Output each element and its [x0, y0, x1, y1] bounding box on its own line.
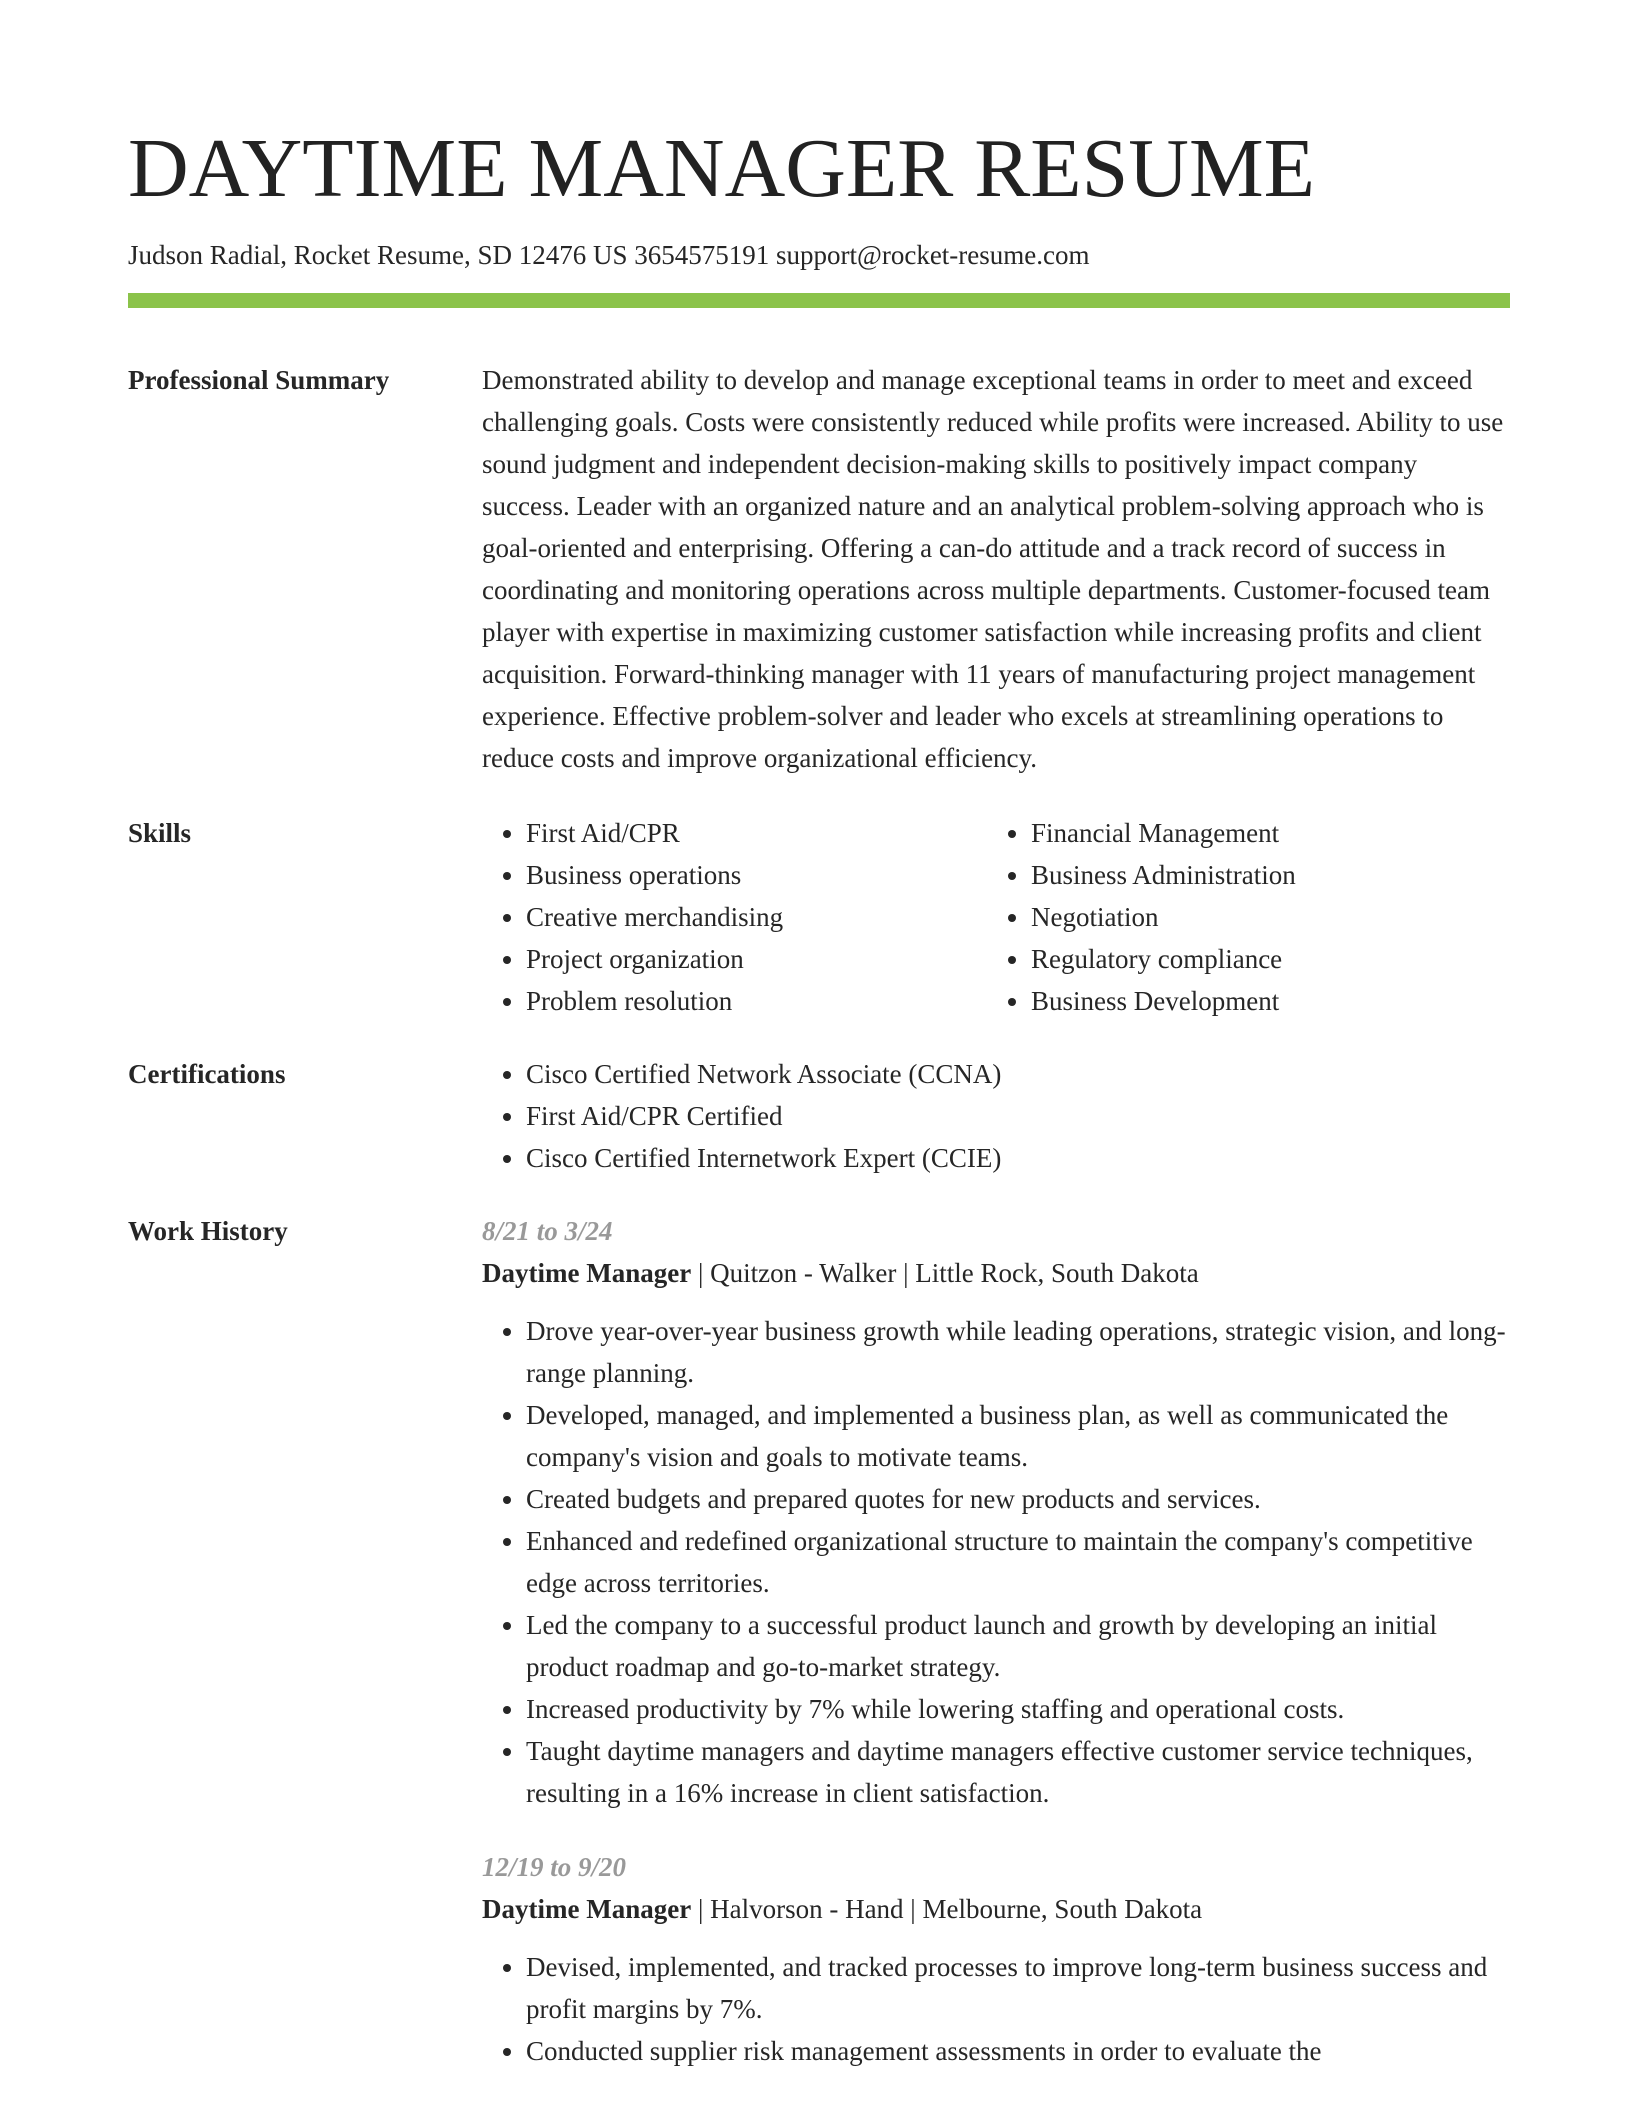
job-dates: 8/21 to 3/24: [482, 1216, 613, 1246]
job-duty-item: • Taught daytime managers and daytime managers effective customer service techniques, resulting in a 16% increase in client satisfaction.: [526, 1730, 1510, 1814]
job-duty-item: • Increased productivity by 7% while lowering staffing and operational costs.: [526, 1688, 1510, 1730]
skill-item: • Negotiation: [1031, 896, 1492, 938]
resume-page: [128, 118, 1510, 2072]
skill-item: • Business operations: [526, 854, 987, 896]
skill-item: • First Aid/CPR: [526, 812, 987, 854]
job-duty-item: • Created budgets and prepared quotes for new products and services.: [526, 1478, 1510, 1520]
job-duty-item: • Conducted supplier risk management assessments in order to evaluate the: [526, 2030, 1510, 2072]
skill-item: • Financial Management: [1031, 812, 1492, 854]
contact-line: Judson Radial, Rocket Resume, SD 12476 US 3654575191 support@rocket-resume.com: [128, 240, 1090, 270]
job-title: Daytime Manager: [482, 1258, 692, 1288]
certification-item: • Cisco Certified Internetwork Expert (CCIE): [526, 1137, 1510, 1179]
job-duty-item: • Devised, implemented, and tracked processes to improve long-term business success and profit margins by 7%.: [526, 1946, 1510, 2030]
skill-item: • Problem resolution: [526, 980, 987, 1022]
certifications-section: [128, 1053, 1510, 1179]
job-duty-item: • Drove year-over-year business growth while leading operations, strategic vision, and long-range planning.: [526, 1310, 1510, 1394]
summary-section: [128, 359, 1510, 779]
work-history-body: [482, 1210, 1510, 2072]
skills-section: [128, 812, 1510, 1022]
job-title: Daytime Manager: [482, 1894, 692, 1924]
job-company-location: | Halvorson - Hand | Melbourne, South Dakota: [691, 1894, 1203, 1924]
skills-list-right: [987, 812, 1492, 1022]
job-entry: [482, 1210, 1510, 1814]
job-heading: [482, 1252, 1510, 1294]
skill-item: • Business Administration: [1031, 854, 1492, 896]
accent-divider: [128, 293, 1510, 308]
certification-item: • Cisco Certified Network Associate (CCNA): [526, 1053, 1510, 1095]
job-duties-list: [482, 1310, 1510, 1814]
skill-item: • Creative merchandising: [526, 896, 987, 938]
job-heading: [482, 1888, 1510, 1930]
skill-item: • Business Development: [1031, 980, 1492, 1022]
job-entry: [482, 1846, 1510, 2072]
skills-columns: [482, 812, 1510, 1022]
job-duty-item: • Enhanced and redefined organizational structure to maintain the company's competitive edge across territories.: [526, 1520, 1510, 1604]
skills-column-right: [987, 812, 1492, 1022]
work-history-heading: Work History: [128, 1216, 288, 1246]
job-company-location: | Quitzon - Walker | Little Rock, South Dakota: [691, 1258, 1199, 1288]
certifications-list: [482, 1053, 1510, 1179]
summary-heading: Professional Summary: [128, 365, 390, 395]
skill-item: • Regulatory compliance: [1031, 938, 1492, 980]
work-history-section: [128, 1210, 1510, 2072]
skill-item: • Project organization: [526, 938, 987, 980]
job-duties-list: [482, 1946, 1510, 2072]
job-duty-item: • Developed, managed, and implemented a business plan, as well as communicated the company's vision and goals to motivate teams.: [526, 1394, 1510, 1478]
summary-text: Demonstrated ability to develop and manage exceptional teams in order to meet and exceed challenging goals. Costs were consistently reduced while profits were increased. Ability to use sound judgment and independent decision-making skills to positively impact company success. Leader with an organized nature and an analytical problem-solving approach who is goal-oriented and enterprising. Offering a can-do attitude and a track record of success in coordinating and monitoring operations across multiple departments. Customer-focused team player with expertise in maximizing customer satisfaction while increasing profits and client acquisition. Forward-thinking manager with 11 years of manufacturing project management experience. Effective problem-solver and leader who excels at streamlining operations to reduce costs and improve organizational efficiency.: [482, 365, 1504, 773]
skills-heading: Skills: [128, 818, 192, 848]
certifications-body: [482, 1053, 1510, 1179]
certifications-heading: Certifications: [128, 1059, 286, 1089]
job-dates: 12/19 to 9/20: [482, 1852, 627, 1882]
skills-list-left: [482, 812, 987, 1022]
job-duty-item: • Led the company to a successful product launch and growth by developing an initial product roadmap and go-to-market strategy.: [526, 1604, 1510, 1688]
skills-column-left: [482, 812, 987, 1022]
resume-title: DAYTIME MANAGER RESUME: [128, 122, 1315, 215]
certification-item: • First Aid/CPR Certified: [526, 1095, 1510, 1137]
